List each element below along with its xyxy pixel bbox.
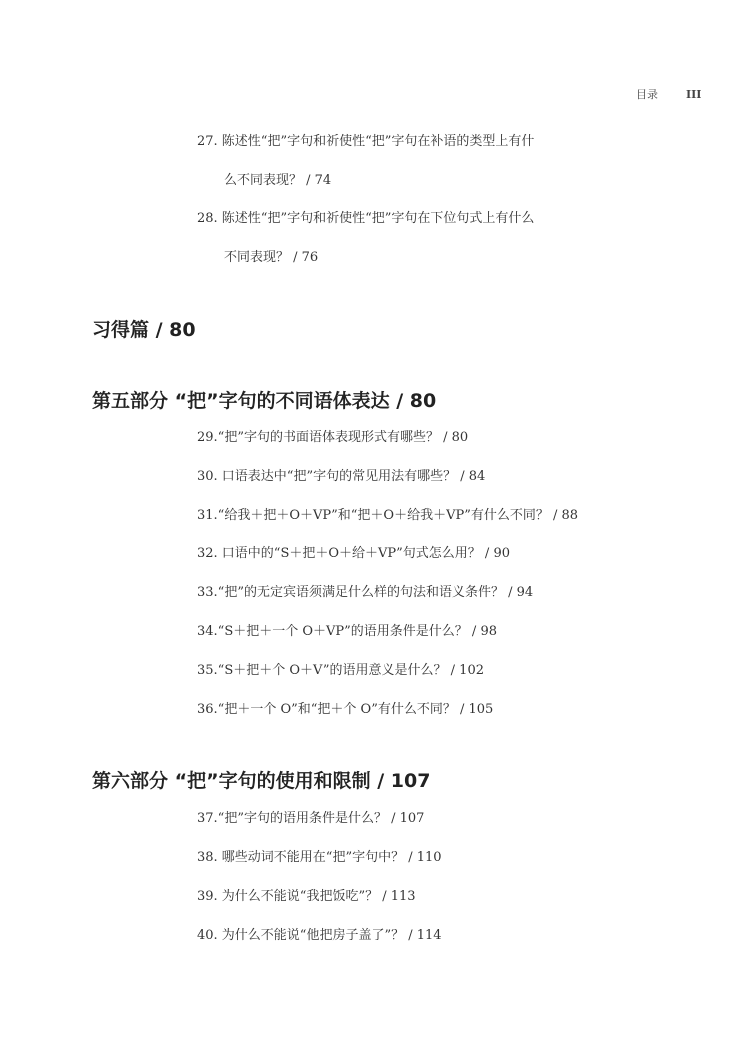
toc-entry-37[interactable]: 37.“把”字句的语用条件是什么？ / 107 (197, 811, 425, 826)
toc-entry-34[interactable]: 34.“S＋把＋一个 O＋VP”的语用条件是什么？ / 98 (197, 624, 497, 639)
section-title-part5[interactable]: 第五部分 “把”字句的不同语体表达 / 80 (92, 390, 437, 412)
toc-entry-32[interactable]: 32. 口语中的“S＋把＋O＋给＋VP”句式怎么用？ / 90 (197, 546, 510, 561)
toc-entry-28[interactable]: 28. 陈述性“把”字句和祈使性“把”字句在下位句式上有什么 (197, 211, 535, 226)
section-title-acquisition[interactable]: 习得篇 / 80 (92, 319, 196, 341)
toc-entry-27-cont[interactable]: 么不同表现？ / 74 (224, 173, 332, 188)
toc-entry-36[interactable]: 36.“把＋一个 O”和“把＋个 O”有什么不同？ / 105 (197, 702, 494, 717)
toc-entry-40[interactable]: 40. 为什么不能说“他把房子盖了”？ / 114 (197, 928, 442, 943)
toc-entry-33[interactable]: 33.“把”的无定宾语须满足什么样的句法和语义条件？ / 94 (197, 585, 534, 600)
toc-entry-38[interactable]: 38. 哪些动词不能用在“把”字句中？ / 110 (197, 850, 442, 865)
toc-entry-30[interactable]: 30. 口语表达中“把”字句的常见用法有哪些？ / 84 (197, 469, 486, 484)
toc-entry-28-cont[interactable]: 不同表现？ / 76 (224, 250, 319, 265)
toc-entry-31[interactable]: 31.“给我＋把＋O＋VP”和“把＋O＋给我＋VP”有什么不同？ / 88 (197, 508, 579, 523)
toc-entry-35[interactable]: 35.“S＋把＋个 O＋V”的语用意义是什么？ / 102 (197, 663, 484, 678)
section-title-part6[interactable]: 第六部分 “把”字句的使用和限制 / 107 (92, 770, 431, 792)
running-header (636, 86, 701, 102)
toc-entry-39[interactable]: 39. 为什么不能说“我把饭吃”？ / 113 (197, 889, 416, 904)
header-page-number: III (686, 88, 702, 101)
toc-entry-29[interactable]: 29.“把”字句的书面语体表现形式有哪些？ / 80 (197, 430, 469, 445)
toc-entry-27[interactable]: 27. 陈述性“把”字句和祈使性“把”字句在补语的类型上有什 (197, 134, 535, 149)
header-label: 目录 (636, 88, 658, 101)
